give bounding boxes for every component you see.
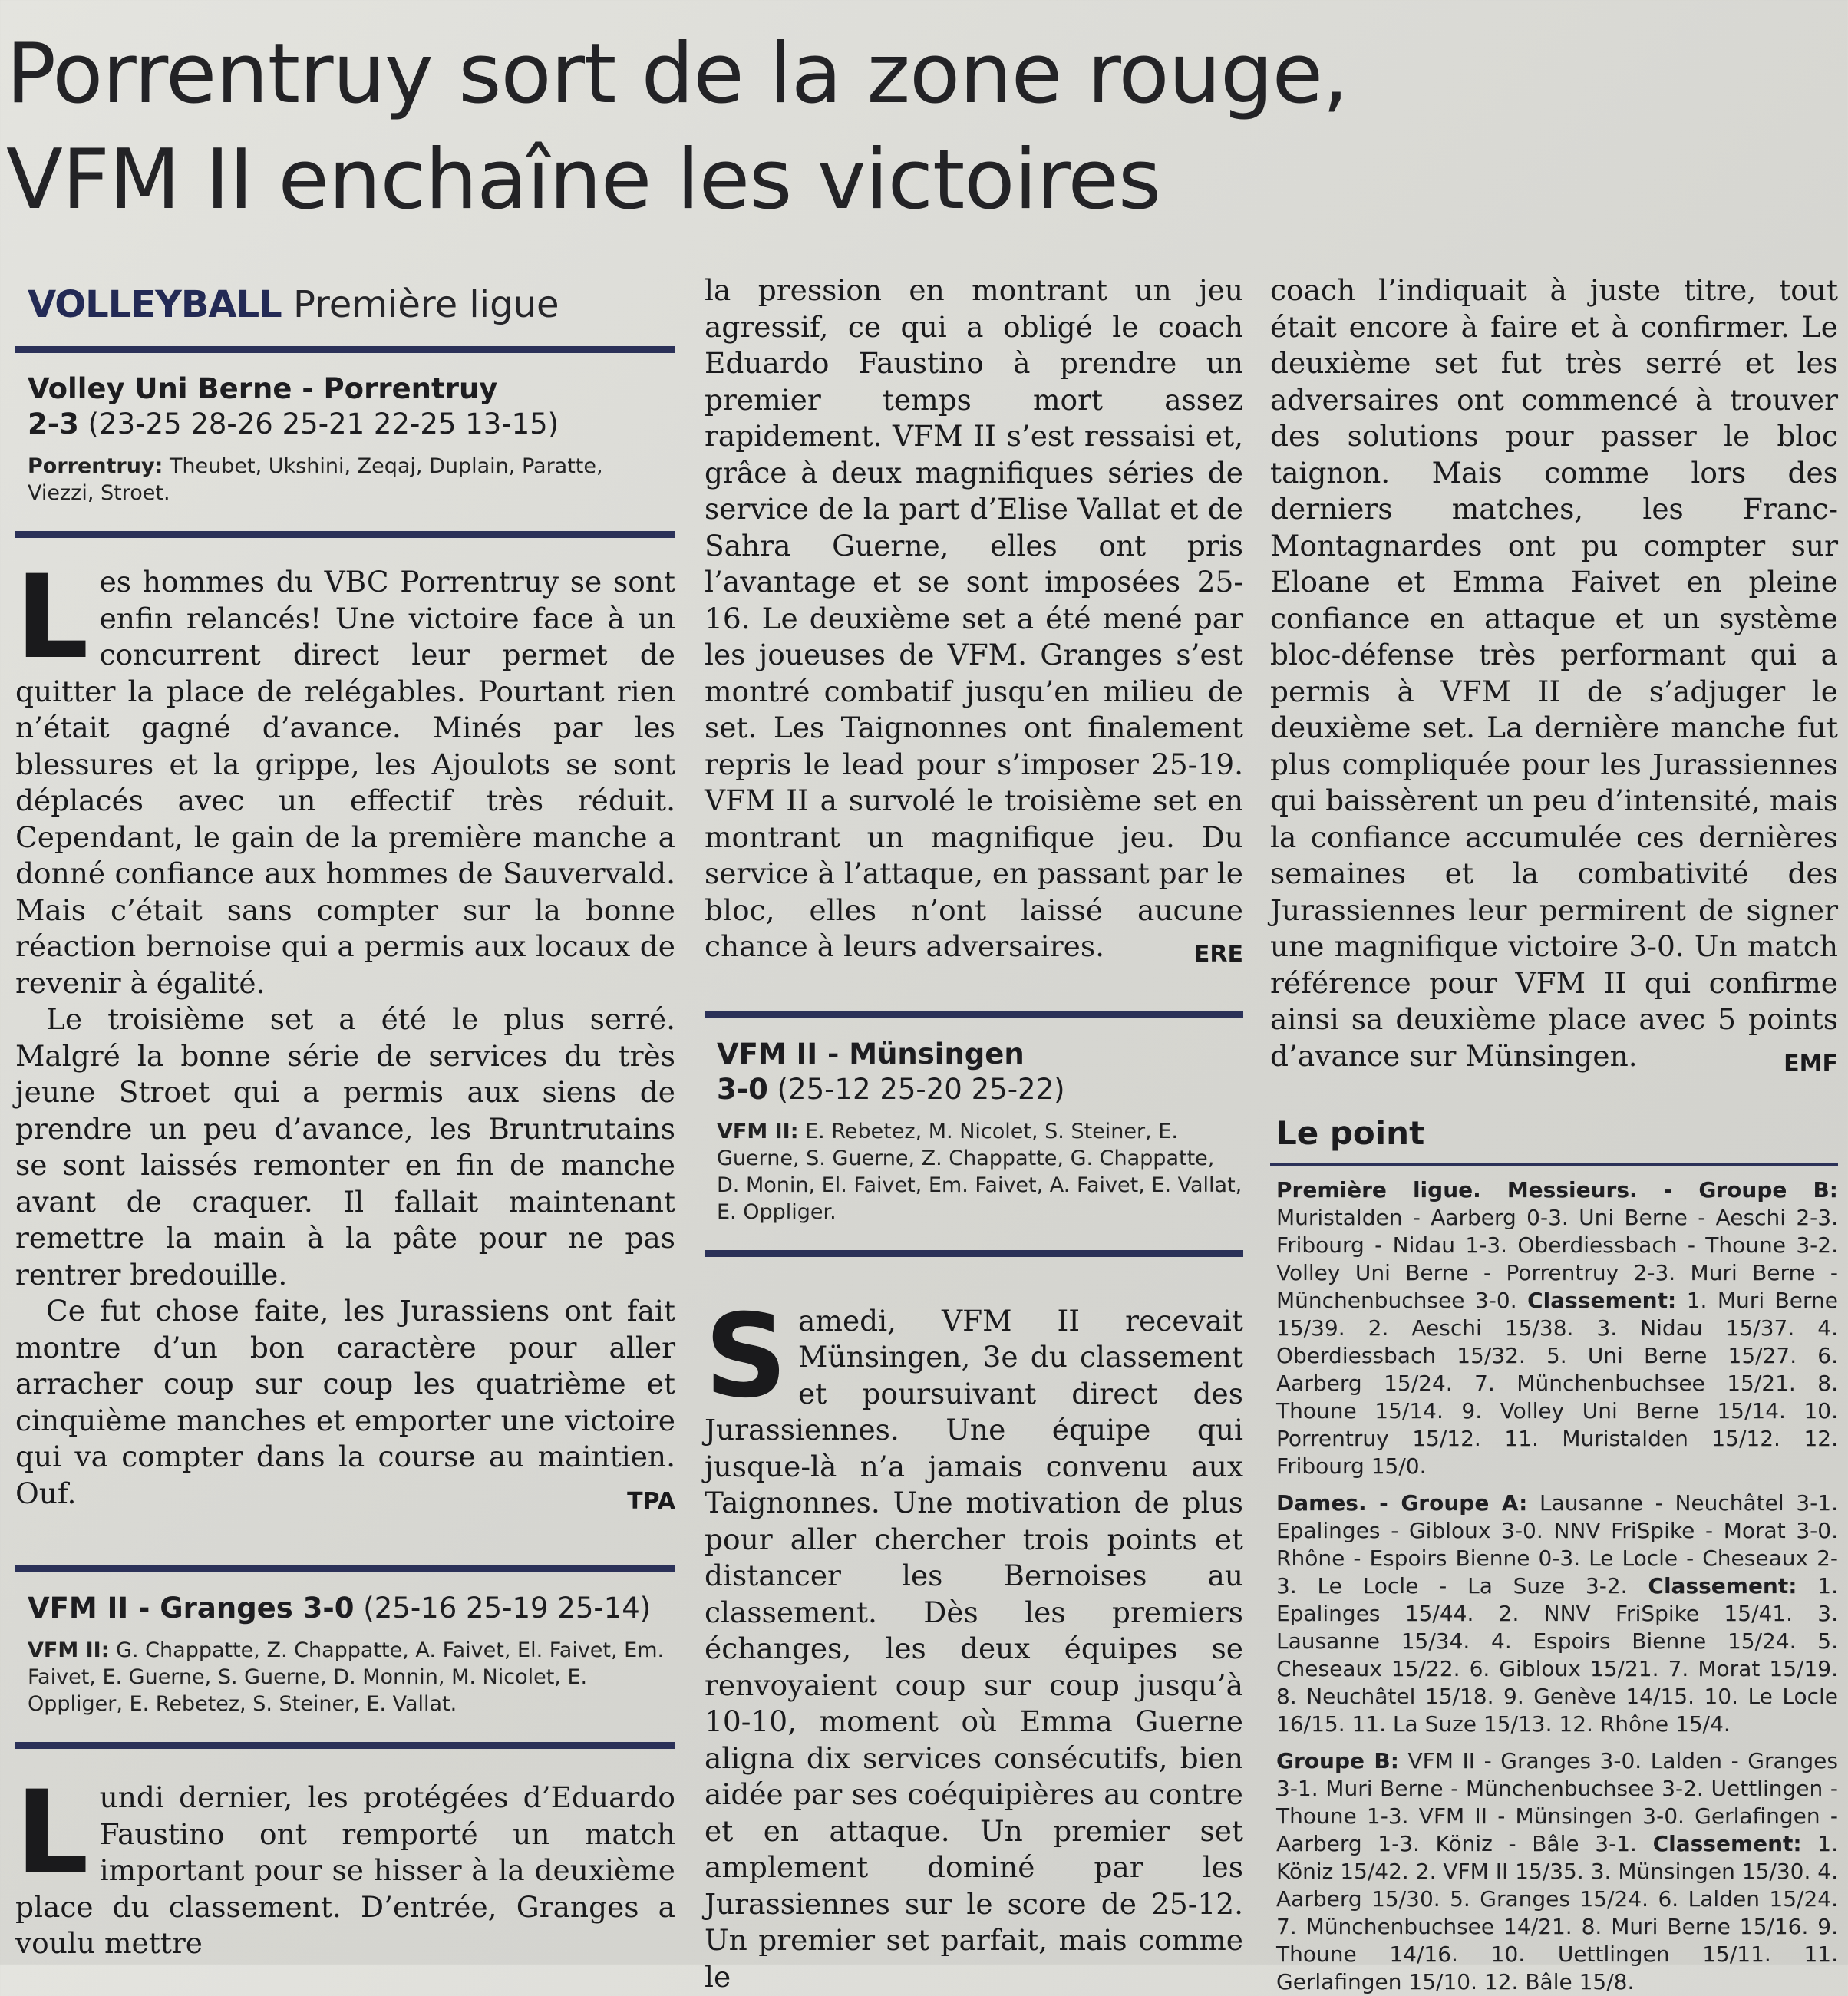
match1-title [15, 364, 675, 442]
match1-result: 2-3 [28, 407, 79, 440]
divider [705, 1250, 1243, 1257]
women-group-a: Dames. - Groupe A: Lausanne - Neuchâtel 3-1. Epalinges - Gibloux 3-0. NNV FriSpike - Morat 3-0. Rhône - Espoirs Bienne 0-3. Le Locle - Cheseaux 2-3. Le Locle - La Suze 3-2. Classement: 1. Epalinges 15/44. 2. NNV FriSpike 15/41. 3. Lausanne 15/34. 4. Espoirs Bienne 15/24. 5. Cheseaux 15/22. 6. Gibloux 15/21. 7. Morat 15/19. 8. Neuchâtel 15/18. 9. Genève 14/15. 10. Le Locle 16/15. 11. La Suze 15/13. 12. Rhône 15/4. [1276, 1490, 1839, 1737]
match2-article [15, 1767, 675, 1962]
match3-sets: (25-12 25-20 25-22) [777, 1072, 1065, 1106]
section-label [15, 272, 675, 335]
match3-teams: VFM II - Münsingen [717, 1037, 1025, 1071]
match2-signature: ERE [1193, 941, 1243, 968]
divider [15, 1742, 675, 1749]
divider [15, 346, 675, 353]
match2-roster [15, 1626, 675, 1731]
headline-line-1: Porrentruy sort de la zone rouge, [6, 26, 1348, 122]
match2-sets: (25-16 25-19 25-14) [363, 1592, 652, 1625]
match3-article-continued [1270, 272, 1838, 1077]
section-league: Première ligue [293, 283, 559, 326]
match2-title [15, 1583, 675, 1626]
divider [15, 531, 675, 538]
match1-roster-team: Porrentruy: [28, 454, 163, 478]
match3-roster [705, 1107, 1243, 1239]
dropcap: S [705, 1289, 788, 1424]
section-sport: VOLLEYBALL [28, 283, 282, 326]
divider [1270, 1163, 1838, 1166]
headline-line-2: VFM II enchaîne les victoires [6, 132, 1161, 228]
women-group-b: Groupe B: VFM II - Granges 3-0. Lalden - Granges 3-1. Muri Berne - Münchenbuchsee 3-2. Uettlingen - Thoune 1-3. VFM II - Münsingen 3-0. Gerlafingen - Aarberg 1-3. Köniz - Bâle 3-1. Classement: 1. Köniz 15/42. 2. VFM II 15/35. 3. Münsingen 15/30. 4. Aarberg 15/30. 5. Granges 15/24. 6. Lalden 15/24. 7. Münchenbuchsee 14/21. 8. Muri Berne 15/16. 9. Thoune 14/16. 10. Uettlingen 15/11. 11. Gerlafingen 15/10. 12. Bâle 15/8. [1276, 1748, 1838, 1994]
match2-teams-result: VFM II - Granges 3-0 [28, 1592, 355, 1625]
match1-signature: TPA [627, 1487, 675, 1515]
match3-title [705, 1029, 1243, 1107]
match1-paragraph-2: Le troisième set a été le plus serré. Malgré la bonne série de services du très jeune Stroet qui a permis aux siens de prendre un peu d’avance, les Bruntrutains se sont laissés remonter en fin de manche avant de craquer. Il fallait maintenant remettre la main à la pâte pour ne pas rentrer bredouille. [15, 1002, 675, 1292]
match2-paragraph-1: Lundi dernier, les protégées d’Eduardo Faustino ont remporté un match important pour se hisser à la deuxième place du classement. D’entrée, Granges a voulu mettre [15, 1767, 675, 1960]
divider [15, 1565, 675, 1572]
match1-roster-names: Theubet, Ukshini, Zeqaj, Duplain, Paratte, Viezzi, Stroet. [28, 454, 603, 505]
match1-roster [15, 442, 675, 520]
match1-teams: Volley Uni Berne - Porrentruy [28, 372, 498, 405]
le-point-results [1270, 1176, 1838, 1996]
match1-paragraph-1: Les hommes du VBC Porrentruy se sont enfin relancés! Une victoire face à un concurrent direct leur permet de quitter la place de relégables. Pourtant rien n’était gagné d’avance. Minés par les blessures et la grippe, les Ajoulots se sont déplacés avec un effectif très réduit. Cependant, le gain de la première manche a donné confiance aux hommes de Sauvervald. Mais c’était sans compter sur la bonne réaction bernoise qui a permis aux locaux de revenir à égalité. [15, 551, 675, 1000]
column-3 [1270, 272, 1839, 1994]
match3-roster-names: E. Rebetez, M. Nicolet, S. Steiner, E. Guerne, S. Guerne, Z. Chappatte, G. Chappatte, D. Monin, El. Faivet, Em. Faivet, A. Faivet, E. Vallat, E. Oppliger. [717, 1119, 1242, 1224]
match2-paragraph-1-continued: la pression en montrant un jeu agressif, ce qui a obligé le coach Eduardo Faustino à prendre un premier temps mort assez rapidement. VFM II s’est ressaisi et, grâce à deux magnifiques séries de service de la part d’Elise Vallat et de Sahra Guerne, elles ont pris l’avantage et se sont imposées 25-16. Le deuxième set a été mené par les joueuses de VFM. Granges s’est montré combatif jusqu’en milieu de set. Les Taignonnes ont finalement repris le lead pour s’imposer 25-19. VFM II a survolé le troisième set en montrant un magnifique jeu. Du service à l’attaque, en passant par le bloc, elles n’ont laissé aucune chance à leurs adversaires. ERE [705, 272, 1243, 965]
match3-result: 3-0 [717, 1072, 768, 1106]
match2-roster-team: VFM II: [28, 1638, 110, 1662]
match2-article-continued [705, 272, 1243, 968]
dropcap: L [15, 551, 89, 685]
match3-paragraph-1: Samedi, VFM II recevait Münsingen, 3e du classement et poursuivant direct des Jurassiennes. Une équipe qui jusque-là n’a jamais convenu aux Taignonnes. Une motivation de plus pour aller chercher trois points et distancer les Bernoises au classement. Dès les premiers échanges, les deux équipes se renvoyaient coup sur coup jusqu’à 10-10, moment où Emma Guerne aligna dix services consécutifs, bien aidée par ses coéquipières au contre et en attaque. Un premier set amplement dominé par les Jurassiennes sur le score de 25-12. Un premier set parfait, mais comme le [705, 1289, 1243, 1994]
match1-paragraph-3: Ce fut chose faite, les Jurassiens ont fait montre d’un bon caractère pour aller arracher coup sur coup les quatrième et cinquième manches et emporter une victoire qui va compter dans la course au maintien. Ouf. TPA [15, 1293, 675, 1512]
column-2 [705, 272, 1243, 1994]
le-point-title: Le point [1276, 1114, 1425, 1152]
dropcap: L [15, 1767, 89, 1900]
match3-article [705, 1289, 1243, 1996]
men-group-b: Première ligue. Messieurs. - Groupe B: Muristalden - Aarberg 0-3. Uni Berne - Aeschi 2-3. Fribourg - Nidau 1-3. Oberdiessbach - Thoune 3-2. Volley Uni Berne - Porrentruy 2-3. Muri Berne - Münchenbuchsee 3-0. Classement: 1. Muri Berne 15/39. 2. Aeschi 15/38. 3. Nidau 15/37. 4. Oberdiessbach 15/32. 5. Uni Berne 15/27. 6. Aarberg 15/24. 7. Münchenbuchsee 15/21. 8. Thoune 15/14. 9. Volley Uni Berne 15/14. 10. Porrentruy 15/12. 11. Muristalden 15/12. 12. Fribourg 15/0. [1276, 1177, 1839, 1479]
match3-signature: EMF [1784, 1050, 1838, 1077]
match2-roster-names: G. Chappatte, Z. Chappatte, A. Faivet, El. Faivet, Em. Faivet, E. Guerne, S. Guerne, D. Monnin, M. Nicolet, E. Oppliger, E. Rebetez, S. Steiner, E. Vallat. [28, 1638, 665, 1716]
match1-article [15, 551, 675, 1515]
column-1 [15, 272, 675, 1960]
divider [705, 1011, 1243, 1018]
match1-sets: (23-25 28-26 25-21 22-25 13-15) [87, 407, 559, 440]
headline [6, 21, 1833, 233]
match3-paragraph-1-continued: coach l’indiquait à juste titre, tout était encore à faire et à confirmer. Le deuxième set fut très serré et les adversaires ont commencé à trouver des solutions pour passer le bloc taignon. Mais comme lors des derniers matches, les Franc-Montagnardes ont pu compter sur Eloane et Emma Faivet en pleine confiance en attaque et un système bloc-défense très performant qui a permis à VFM II de s’adjuger le deuxième set. La dernière manche fut plus compliquée pour les Jurassiennes qui baissèrent un peu d’intensité, mais la confiance accumulée ces dernières semaines et la combativité des Jurassiennes leur permirent de signer une magnifique victoire 3-0. Un match référence pour VFM II qui confirme ainsi sa deuxième place avec 5 points d’avance sur Münsingen. EMF [1270, 272, 1838, 1074]
match3-roster-team: VFM II: [717, 1119, 799, 1143]
